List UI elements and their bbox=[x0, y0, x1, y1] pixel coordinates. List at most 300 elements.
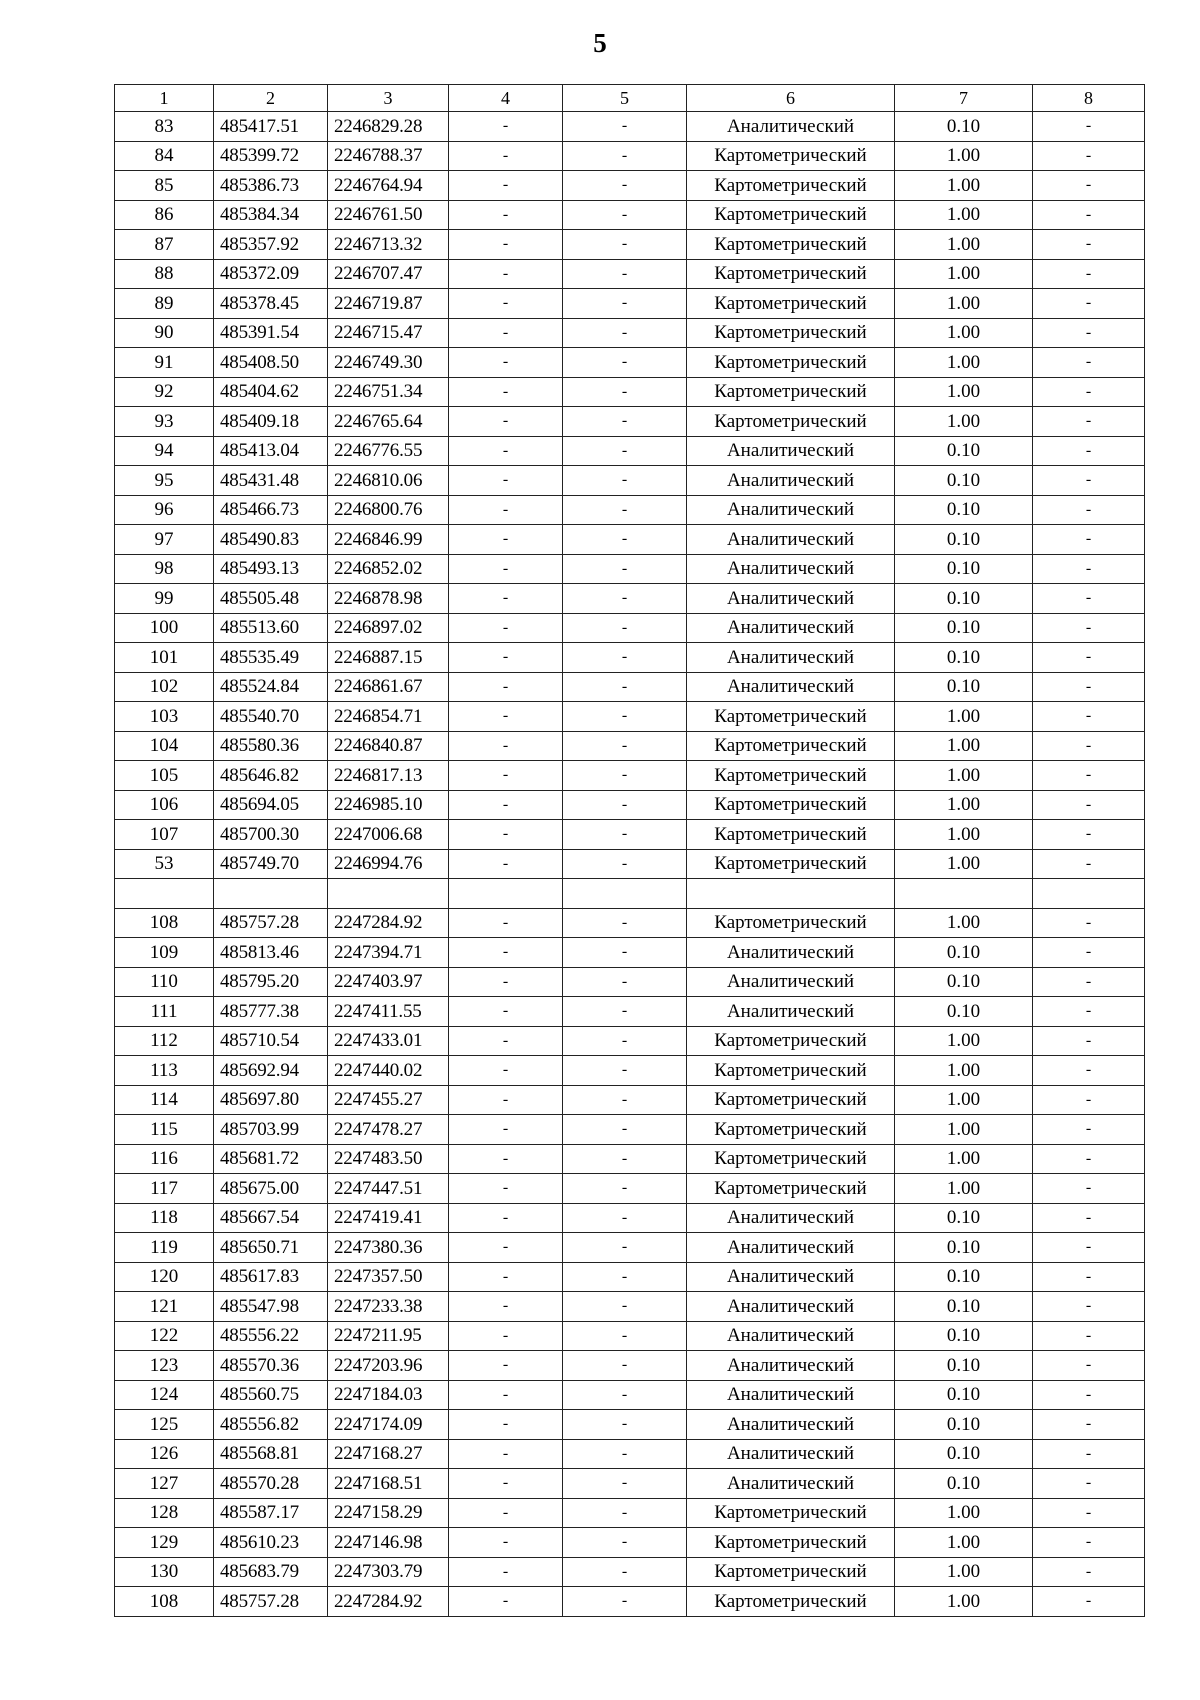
accuracy-cell: 1.00 bbox=[895, 171, 1033, 201]
col-8-value-cell: - bbox=[1033, 289, 1145, 319]
table-row bbox=[115, 466, 1145, 496]
x-coordinate-cell: 485357.92 bbox=[214, 230, 328, 260]
method-cell: Картометрический bbox=[687, 820, 895, 850]
x-coordinate-cell: 485710.54 bbox=[214, 1026, 328, 1056]
table-row bbox=[115, 1115, 1145, 1145]
col-8-value-cell: - bbox=[1033, 436, 1145, 466]
y-coordinate-cell: 2246810.06 bbox=[328, 466, 449, 496]
col-4-value-cell: - bbox=[449, 377, 563, 407]
table-row bbox=[115, 436, 1145, 466]
column-header-7: 7 bbox=[895, 85, 1033, 112]
point-number-cell: 95 bbox=[115, 466, 214, 496]
table-row bbox=[115, 938, 1145, 968]
column-header-2: 2 bbox=[214, 85, 328, 112]
col-8-value-cell: - bbox=[1033, 1557, 1145, 1587]
accuracy-cell: 0.10 bbox=[895, 938, 1033, 968]
x-coordinate-cell: 485399.72 bbox=[214, 141, 328, 171]
y-coordinate-cell: 2247411.55 bbox=[328, 997, 449, 1027]
method-cell: Картометрический bbox=[687, 200, 895, 230]
table-row bbox=[115, 377, 1145, 407]
point-number-cell: 53 bbox=[115, 849, 214, 879]
accuracy-cell: 1.00 bbox=[895, 1587, 1033, 1617]
col-5-value-cell: - bbox=[563, 1410, 687, 1440]
col-4-value-cell: - bbox=[449, 1439, 563, 1469]
col-5-value-cell: - bbox=[563, 112, 687, 142]
col-8-value-cell: - bbox=[1033, 731, 1145, 761]
point-number-cell: 89 bbox=[115, 289, 214, 319]
col-4-value-cell: - bbox=[449, 820, 563, 850]
accuracy-cell: 0.10 bbox=[895, 1292, 1033, 1322]
col-4-value-cell: - bbox=[449, 997, 563, 1027]
method-cell: Аналитический bbox=[687, 554, 895, 584]
accuracy-cell: 1.00 bbox=[895, 820, 1033, 850]
x-coordinate-cell: 485466.73 bbox=[214, 495, 328, 525]
accuracy-cell: 0.10 bbox=[895, 1410, 1033, 1440]
accuracy-cell: 0.10 bbox=[895, 554, 1033, 584]
point-number-cell: 108 bbox=[115, 908, 214, 938]
accuracy-cell: 1.00 bbox=[895, 1085, 1033, 1115]
col-4-value-cell: - bbox=[449, 1085, 563, 1115]
method-cell: Аналитический bbox=[687, 672, 895, 702]
table-row bbox=[115, 967, 1145, 997]
table-row bbox=[115, 230, 1145, 260]
col-8-value-cell: - bbox=[1033, 908, 1145, 938]
col-8-value-cell: - bbox=[1033, 1292, 1145, 1322]
col-5-value-cell: - bbox=[563, 200, 687, 230]
col-8-value-cell: - bbox=[1033, 1498, 1145, 1528]
y-coordinate-cell: 2246852.02 bbox=[328, 554, 449, 584]
method-cell: Аналитический bbox=[687, 1292, 895, 1322]
col-8-value-cell: - bbox=[1033, 495, 1145, 525]
col-8-value-cell: - bbox=[1033, 1410, 1145, 1440]
coordinates-table bbox=[114, 84, 1145, 1617]
y-coordinate-cell: 2247006.68 bbox=[328, 820, 449, 850]
col-5-value-cell: - bbox=[563, 997, 687, 1027]
accuracy-cell: 1.00 bbox=[895, 1528, 1033, 1558]
table-row bbox=[115, 820, 1145, 850]
method-cell bbox=[687, 879, 895, 909]
table-row bbox=[115, 348, 1145, 378]
col-5-value-cell: - bbox=[563, 289, 687, 319]
y-coordinate-cell: 2247483.50 bbox=[328, 1144, 449, 1174]
accuracy-cell: 0.10 bbox=[895, 112, 1033, 142]
col-5-value-cell: - bbox=[563, 1439, 687, 1469]
y-coordinate-cell: 2246788.37 bbox=[328, 141, 449, 171]
accuracy-cell: 1.00 bbox=[895, 200, 1033, 230]
x-coordinate-cell: 485540.70 bbox=[214, 702, 328, 732]
table-row bbox=[115, 259, 1145, 289]
col-8-value-cell: - bbox=[1033, 1321, 1145, 1351]
y-coordinate-cell: 2246776.55 bbox=[328, 436, 449, 466]
x-coordinate-cell: 485378.45 bbox=[214, 289, 328, 319]
col-4-value-cell: - bbox=[449, 171, 563, 201]
accuracy-cell: 1.00 bbox=[895, 377, 1033, 407]
y-coordinate-cell: 2247233.38 bbox=[328, 1292, 449, 1322]
table-row bbox=[115, 1469, 1145, 1499]
y-coordinate-cell: 2247211.95 bbox=[328, 1321, 449, 1351]
table-row bbox=[115, 997, 1145, 1027]
point-number-cell: 112 bbox=[115, 1026, 214, 1056]
accuracy-cell: 0.10 bbox=[895, 584, 1033, 614]
col-8-value-cell: - bbox=[1033, 1174, 1145, 1204]
table-row bbox=[115, 1528, 1145, 1558]
method-cell: Аналитический bbox=[687, 112, 895, 142]
point-number-cell: 107 bbox=[115, 820, 214, 850]
point-number-cell: 87 bbox=[115, 230, 214, 260]
table-row bbox=[115, 1439, 1145, 1469]
point-number-cell: 98 bbox=[115, 554, 214, 584]
col-4-value-cell: - bbox=[449, 1469, 563, 1499]
col-4-value-cell: - bbox=[449, 1380, 563, 1410]
x-coordinate-cell: 485556.22 bbox=[214, 1321, 328, 1351]
point-number-cell: 103 bbox=[115, 702, 214, 732]
method-cell: Картометрический bbox=[687, 289, 895, 319]
col-8-value-cell: - bbox=[1033, 1233, 1145, 1263]
method-cell: Аналитический bbox=[687, 466, 895, 496]
col-8-value-cell: - bbox=[1033, 820, 1145, 850]
col-5-value-cell: - bbox=[563, 1262, 687, 1292]
y-coordinate-cell: 2247174.09 bbox=[328, 1410, 449, 1440]
point-number-cell: 121 bbox=[115, 1292, 214, 1322]
y-coordinate-cell: 2247455.27 bbox=[328, 1085, 449, 1115]
col-5-value-cell: - bbox=[563, 407, 687, 437]
col-5-value-cell: - bbox=[563, 731, 687, 761]
x-coordinate-cell: 485646.82 bbox=[214, 761, 328, 791]
y-coordinate-cell: 2247447.51 bbox=[328, 1174, 449, 1204]
method-cell: Картометрический bbox=[687, 1085, 895, 1115]
col-8-value-cell: - bbox=[1033, 1351, 1145, 1381]
col-5-value-cell: - bbox=[563, 849, 687, 879]
accuracy-cell: 1.00 bbox=[895, 348, 1033, 378]
method-cell: Аналитический bbox=[687, 495, 895, 525]
method-cell: Аналитический bbox=[687, 613, 895, 643]
accuracy-cell: 1.00 bbox=[895, 1498, 1033, 1528]
col-4-value-cell bbox=[449, 879, 563, 909]
col-4-value-cell: - bbox=[449, 1056, 563, 1086]
col-5-value-cell: - bbox=[563, 702, 687, 732]
x-coordinate-cell: 485384.34 bbox=[214, 200, 328, 230]
table-body bbox=[115, 112, 1145, 1617]
accuracy-cell: 1.00 bbox=[895, 1026, 1033, 1056]
col-4-value-cell: - bbox=[449, 1321, 563, 1351]
accuracy-cell: 1.00 bbox=[895, 908, 1033, 938]
col-4-value-cell: - bbox=[449, 1498, 563, 1528]
y-coordinate-cell: 2246749.30 bbox=[328, 348, 449, 378]
col-4-value-cell: - bbox=[449, 495, 563, 525]
method-cell: Картометрический bbox=[687, 348, 895, 378]
col-4-value-cell: - bbox=[449, 613, 563, 643]
y-coordinate-cell: 2246713.32 bbox=[328, 230, 449, 260]
table-row bbox=[115, 1174, 1145, 1204]
point-number-cell: 130 bbox=[115, 1557, 214, 1587]
method-cell: Картометрический bbox=[687, 407, 895, 437]
table-row bbox=[115, 1587, 1145, 1617]
col-5-value-cell: - bbox=[563, 348, 687, 378]
table-header-row bbox=[115, 85, 1145, 112]
accuracy-cell: 0.10 bbox=[895, 1469, 1033, 1499]
y-coordinate-cell: 2246994.76 bbox=[328, 849, 449, 879]
method-cell: Картометрический bbox=[687, 908, 895, 938]
table-row bbox=[115, 495, 1145, 525]
x-coordinate-cell: 485490.83 bbox=[214, 525, 328, 555]
x-coordinate-cell: 485694.05 bbox=[214, 790, 328, 820]
x-coordinate-cell: 485681.72 bbox=[214, 1144, 328, 1174]
y-coordinate-cell: 2246800.76 bbox=[328, 495, 449, 525]
y-coordinate-cell: 2247203.96 bbox=[328, 1351, 449, 1381]
col-4-value-cell: - bbox=[449, 466, 563, 496]
col-5-value-cell: - bbox=[563, 790, 687, 820]
x-coordinate-cell: 485757.28 bbox=[214, 908, 328, 938]
point-number-cell: 125 bbox=[115, 1410, 214, 1440]
accuracy-cell: 1.00 bbox=[895, 1115, 1033, 1145]
table-row bbox=[115, 702, 1145, 732]
point-number-cell: 117 bbox=[115, 1174, 214, 1204]
accuracy-cell: 0.10 bbox=[895, 997, 1033, 1027]
accuracy-cell: 1.00 bbox=[895, 702, 1033, 732]
col-8-value-cell: - bbox=[1033, 259, 1145, 289]
col-5-value-cell: - bbox=[563, 554, 687, 584]
col-4-value-cell: - bbox=[449, 141, 563, 171]
table-row bbox=[115, 1292, 1145, 1322]
table-row bbox=[115, 318, 1145, 348]
point-number-cell: 83 bbox=[115, 112, 214, 142]
col-5-value-cell: - bbox=[563, 1203, 687, 1233]
col-4-value-cell: - bbox=[449, 1557, 563, 1587]
point-number-cell: 96 bbox=[115, 495, 214, 525]
accuracy-cell: 1.00 bbox=[895, 1144, 1033, 1174]
accuracy-cell: 0.10 bbox=[895, 1321, 1033, 1351]
y-coordinate-cell: 2246897.02 bbox=[328, 613, 449, 643]
col-5-value-cell bbox=[563, 879, 687, 909]
y-coordinate-cell: 2246840.87 bbox=[328, 731, 449, 761]
y-coordinate-cell: 2247303.79 bbox=[328, 1557, 449, 1587]
col-4-value-cell: - bbox=[449, 849, 563, 879]
x-coordinate-cell: 485587.17 bbox=[214, 1498, 328, 1528]
y-coordinate-cell: 2246715.47 bbox=[328, 318, 449, 348]
table-row bbox=[115, 1498, 1145, 1528]
accuracy-cell: 0.10 bbox=[895, 1203, 1033, 1233]
col-8-value-cell bbox=[1033, 879, 1145, 909]
col-8-value-cell: - bbox=[1033, 1528, 1145, 1558]
method-cell: Аналитический bbox=[687, 1380, 895, 1410]
accuracy-cell: 0.10 bbox=[895, 1380, 1033, 1410]
method-cell: Картометрический bbox=[687, 1056, 895, 1086]
column-header-5: 5 bbox=[563, 85, 687, 112]
col-4-value-cell: - bbox=[449, 731, 563, 761]
table-row bbox=[115, 643, 1145, 673]
col-8-value-cell: - bbox=[1033, 200, 1145, 230]
col-5-value-cell: - bbox=[563, 613, 687, 643]
table-row bbox=[115, 1351, 1145, 1381]
y-coordinate-cell: 2247419.41 bbox=[328, 1203, 449, 1233]
method-cell: Аналитический bbox=[687, 938, 895, 968]
col-8-value-cell: - bbox=[1033, 761, 1145, 791]
accuracy-cell: 1.00 bbox=[895, 289, 1033, 319]
col-8-value-cell: - bbox=[1033, 141, 1145, 171]
method-cell: Картометрический bbox=[687, 1528, 895, 1558]
col-5-value-cell: - bbox=[563, 1557, 687, 1587]
y-coordinate-cell: 2246854.71 bbox=[328, 702, 449, 732]
point-number-cell: 93 bbox=[115, 407, 214, 437]
accuracy-cell: 1.00 bbox=[895, 141, 1033, 171]
method-cell: Картометрический bbox=[687, 1026, 895, 1056]
col-4-value-cell: - bbox=[449, 584, 563, 614]
accuracy-cell: 1.00 bbox=[895, 1174, 1033, 1204]
x-coordinate-cell: 485556.82 bbox=[214, 1410, 328, 1440]
method-cell: Картометрический bbox=[687, 377, 895, 407]
col-4-value-cell: - bbox=[449, 1351, 563, 1381]
point-number-cell: 113 bbox=[115, 1056, 214, 1086]
x-coordinate-cell: 485513.60 bbox=[214, 613, 328, 643]
method-cell: Аналитический bbox=[687, 1469, 895, 1499]
col-8-value-cell: - bbox=[1033, 1144, 1145, 1174]
accuracy-cell: 1.00 bbox=[895, 849, 1033, 879]
x-coordinate-cell: 485757.28 bbox=[214, 1587, 328, 1617]
col-8-value-cell: - bbox=[1033, 849, 1145, 879]
method-cell: Аналитический bbox=[687, 1233, 895, 1263]
y-coordinate-cell: 2246878.98 bbox=[328, 584, 449, 614]
y-coordinate-cell: 2247478.27 bbox=[328, 1115, 449, 1145]
col-4-value-cell: - bbox=[449, 348, 563, 378]
y-coordinate-cell: 2246751.34 bbox=[328, 377, 449, 407]
x-coordinate-cell: 485431.48 bbox=[214, 466, 328, 496]
col-8-value-cell: - bbox=[1033, 1439, 1145, 1469]
col-4-value-cell: - bbox=[449, 938, 563, 968]
table-row bbox=[115, 200, 1145, 230]
col-4-value-cell: - bbox=[449, 1528, 563, 1558]
col-4-value-cell: - bbox=[449, 1292, 563, 1322]
method-cell: Аналитический bbox=[687, 1410, 895, 1440]
point-number-cell: 99 bbox=[115, 584, 214, 614]
col-5-value-cell: - bbox=[563, 171, 687, 201]
accuracy-cell: 0.10 bbox=[895, 967, 1033, 997]
col-5-value-cell: - bbox=[563, 1587, 687, 1617]
col-4-value-cell: - bbox=[449, 525, 563, 555]
col-8-value-cell: - bbox=[1033, 997, 1145, 1027]
point-number-cell: 110 bbox=[115, 967, 214, 997]
col-4-value-cell: - bbox=[449, 1233, 563, 1263]
point-number-cell: 123 bbox=[115, 1351, 214, 1381]
col-5-value-cell: - bbox=[563, 259, 687, 289]
col-8-value-cell: - bbox=[1033, 643, 1145, 673]
point-number-cell: 101 bbox=[115, 643, 214, 673]
accuracy-cell: 0.10 bbox=[895, 466, 1033, 496]
x-coordinate-cell: 485386.73 bbox=[214, 171, 328, 201]
x-coordinate-cell: 485692.94 bbox=[214, 1056, 328, 1086]
table-row bbox=[115, 1203, 1145, 1233]
col-4-value-cell: - bbox=[449, 967, 563, 997]
col-5-value-cell: - bbox=[563, 525, 687, 555]
x-coordinate-cell: 485777.38 bbox=[214, 997, 328, 1027]
method-cell: Аналитический bbox=[687, 997, 895, 1027]
x-coordinate-cell bbox=[214, 879, 328, 909]
y-coordinate-cell: 2246985.10 bbox=[328, 790, 449, 820]
col-8-value-cell: - bbox=[1033, 1469, 1145, 1499]
col-5-value-cell: - bbox=[563, 1498, 687, 1528]
point-number-cell: 105 bbox=[115, 761, 214, 791]
col-5-value-cell: - bbox=[563, 1056, 687, 1086]
col-8-value-cell: - bbox=[1033, 112, 1145, 142]
method-cell: Аналитический bbox=[687, 1262, 895, 1292]
x-coordinate-cell: 485683.79 bbox=[214, 1557, 328, 1587]
col-4-value-cell: - bbox=[449, 1115, 563, 1145]
x-coordinate-cell: 485409.18 bbox=[214, 407, 328, 437]
table-row bbox=[115, 879, 1145, 909]
table-row bbox=[115, 407, 1145, 437]
table-row bbox=[115, 112, 1145, 142]
method-cell: Аналитический bbox=[687, 525, 895, 555]
method-cell: Аналитический bbox=[687, 1203, 895, 1233]
column-header-4: 4 bbox=[449, 85, 563, 112]
col-5-value-cell: - bbox=[563, 938, 687, 968]
method-cell: Картометрический bbox=[687, 318, 895, 348]
point-number-cell: 108 bbox=[115, 1587, 214, 1617]
point-number-cell: 104 bbox=[115, 731, 214, 761]
method-cell: Картометрический bbox=[687, 1587, 895, 1617]
col-5-value-cell: - bbox=[563, 761, 687, 791]
col-8-value-cell: - bbox=[1033, 171, 1145, 201]
x-coordinate-cell: 485675.00 bbox=[214, 1174, 328, 1204]
method-cell: Картометрический bbox=[687, 731, 895, 761]
y-coordinate-cell: 2246817.13 bbox=[328, 761, 449, 791]
col-4-value-cell: - bbox=[449, 1262, 563, 1292]
col-5-value-cell: - bbox=[563, 1380, 687, 1410]
y-coordinate-cell: 2246707.47 bbox=[328, 259, 449, 289]
accuracy-cell: 0.10 bbox=[895, 1233, 1033, 1263]
col-8-value-cell: - bbox=[1033, 525, 1145, 555]
accuracy-cell: 0.10 bbox=[895, 495, 1033, 525]
col-8-value-cell: - bbox=[1033, 1262, 1145, 1292]
point-number-cell: 94 bbox=[115, 436, 214, 466]
col-5-value-cell: - bbox=[563, 908, 687, 938]
col-4-value-cell: - bbox=[449, 702, 563, 732]
col-5-value-cell: - bbox=[563, 1144, 687, 1174]
col-4-value-cell: - bbox=[449, 318, 563, 348]
col-4-value-cell: - bbox=[449, 230, 563, 260]
x-coordinate-cell: 485524.84 bbox=[214, 672, 328, 702]
table-row bbox=[115, 584, 1145, 614]
x-coordinate-cell: 485813.46 bbox=[214, 938, 328, 968]
col-4-value-cell: - bbox=[449, 1144, 563, 1174]
y-coordinate-cell: 2246829.28 bbox=[328, 112, 449, 142]
point-number-cell: 115 bbox=[115, 1115, 214, 1145]
col-5-value-cell: - bbox=[563, 377, 687, 407]
x-coordinate-cell: 485568.81 bbox=[214, 1439, 328, 1469]
table-row bbox=[115, 672, 1145, 702]
col-4-value-cell: - bbox=[449, 761, 563, 791]
col-5-value-cell: - bbox=[563, 1174, 687, 1204]
col-8-value-cell: - bbox=[1033, 1380, 1145, 1410]
column-header-3: 3 bbox=[328, 85, 449, 112]
method-cell: Картометрический bbox=[687, 790, 895, 820]
point-number-cell: 97 bbox=[115, 525, 214, 555]
col-4-value-cell: - bbox=[449, 1587, 563, 1617]
col-5-value-cell: - bbox=[563, 318, 687, 348]
x-coordinate-cell: 485667.54 bbox=[214, 1203, 328, 1233]
point-number-cell: 92 bbox=[115, 377, 214, 407]
x-coordinate-cell: 485408.50 bbox=[214, 348, 328, 378]
col-5-value-cell: - bbox=[563, 1085, 687, 1115]
x-coordinate-cell: 485493.13 bbox=[214, 554, 328, 584]
table-row bbox=[115, 525, 1145, 555]
col-5-value-cell: - bbox=[563, 1321, 687, 1351]
x-coordinate-cell: 485413.04 bbox=[214, 436, 328, 466]
col-5-value-cell: - bbox=[563, 1233, 687, 1263]
col-5-value-cell: - bbox=[563, 141, 687, 171]
point-number-cell: 114 bbox=[115, 1085, 214, 1115]
x-coordinate-cell: 485700.30 bbox=[214, 820, 328, 850]
y-coordinate-cell: 2247433.01 bbox=[328, 1026, 449, 1056]
